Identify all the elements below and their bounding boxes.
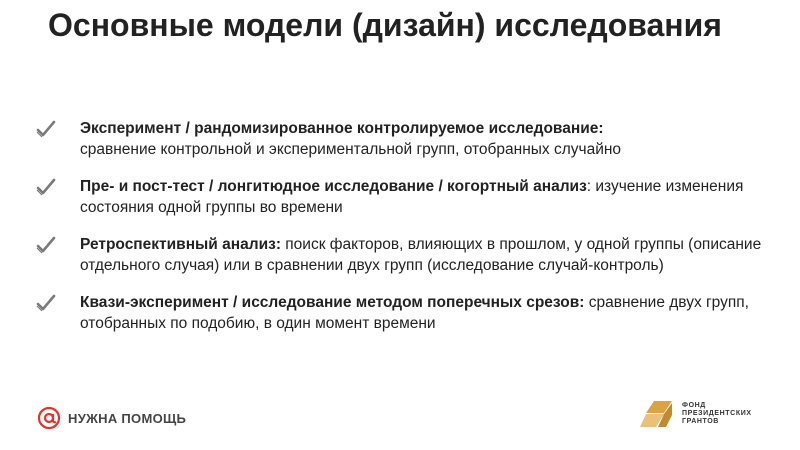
slide-title: Основные модели (дизайн) исследования bbox=[48, 7, 722, 43]
bullet-text: сравнение двух групп, отобранных по подобию, в один момент времени bbox=[80, 294, 749, 332]
left-logo-text: НУЖНА ПОМОЩЬ bbox=[68, 410, 187, 426]
checkmark-icon bbox=[36, 236, 56, 254]
bullet-item-experiment bbox=[36, 118, 776, 160]
bullet-item-pre-post-test bbox=[36, 176, 776, 218]
bullet-bold-text: Эксперимент / рандомизированное контролируемое исследование: bbox=[80, 120, 604, 137]
fpg-emblem-icon bbox=[640, 399, 674, 429]
right-logo-text: ФОНД ПРЕЗИДЕНТСКИХ ГРАНТОВ bbox=[682, 402, 752, 425]
checkmark-icon bbox=[36, 294, 56, 312]
fond-prezidentskikh-grantov-logo bbox=[640, 392, 762, 436]
checkmark-icon bbox=[36, 120, 56, 138]
bullet-bold-text: Квази-эксперимент / исследование методом поперечных срезов: bbox=[80, 294, 585, 311]
bullet-text: поиск факторов, влияющих в прошлом, у одной группы (описание отдельного случая) или в сравнении двух групп (исследование случай-контроль) bbox=[80, 236, 762, 274]
bullet-bold-text: Пре- и пост-тест / лонгитюдное исследование / когортный анализ bbox=[80, 178, 587, 195]
bullet-bold-text: Ретроспективный анализ: bbox=[80, 236, 281, 253]
at-sign-logo-icon bbox=[36, 405, 62, 431]
bullet-item-quasi-experiment bbox=[36, 292, 776, 334]
nuzhna-pomosh-logo bbox=[36, 404, 186, 432]
checkmark-icon bbox=[36, 178, 56, 196]
bullet-text: : изучение изменения состояния одной группы во времени bbox=[80, 178, 744, 216]
bullet-text: сравнение контрольной и экспериментальной групп, отобранных случайно bbox=[80, 141, 622, 158]
bullet-list bbox=[36, 118, 776, 350]
bullet-item-retrospective bbox=[36, 234, 776, 276]
